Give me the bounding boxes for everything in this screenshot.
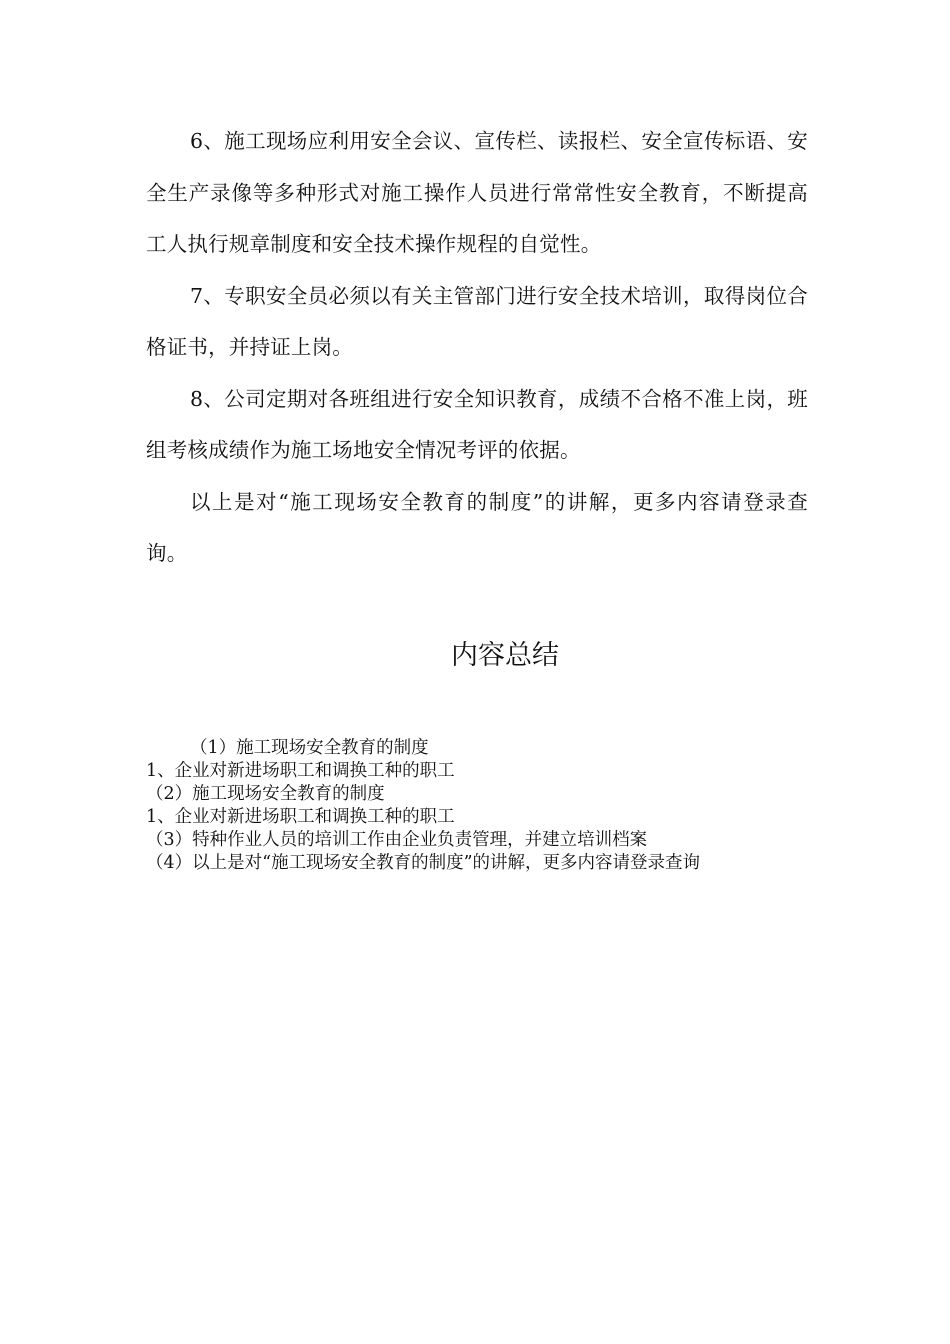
body-text bbox=[146, 116, 808, 580]
summary-line: （3）特种作业人员的培训工作由企业负责管理，并建立培训档案 bbox=[146, 830, 648, 850]
summary-line: 1、企业对新进场职工和调换工种的职工 bbox=[146, 807, 455, 827]
paragraph-8: 8、公司定期对各班组进行安全知识教育，成绩不合格不准上岗，班组考核成绩作为施工场地安全情况考评的依据。 bbox=[146, 386, 808, 462]
summary-line: （4）以上是对“施工现场安全教育的制度”的讲解，更多内容请登录查询 bbox=[146, 853, 701, 873]
summary-list bbox=[146, 737, 846, 875]
summary-line: （1）施工现场安全教育的制度 bbox=[190, 738, 429, 758]
paragraph-6: 6、施工现场应利用安全会议、宣传栏、读报栏、安全宣传标语、安全生产录像等多种形式对施工操作人员进行常常性安全教育，不断提高工人执行规章制度和安全技术操作规程的自觉性。 bbox=[146, 129, 808, 256]
paragraph-7: 7、专职安全员必须以有关主管部门进行安全技术培训，取得岗位合格证书，并持证上岗。 bbox=[146, 283, 808, 359]
summary-title: 内容总结 bbox=[451, 640, 559, 671]
summary-line: 1、企业对新进场职工和调换工种的职工 bbox=[146, 761, 455, 781]
summary-line: （2）施工现场安全教育的制度 bbox=[146, 784, 385, 804]
paragraph-closing: 以上是对“施工现场安全教育的制度”的讲解，更多内容请登录查询。 bbox=[146, 489, 808, 565]
